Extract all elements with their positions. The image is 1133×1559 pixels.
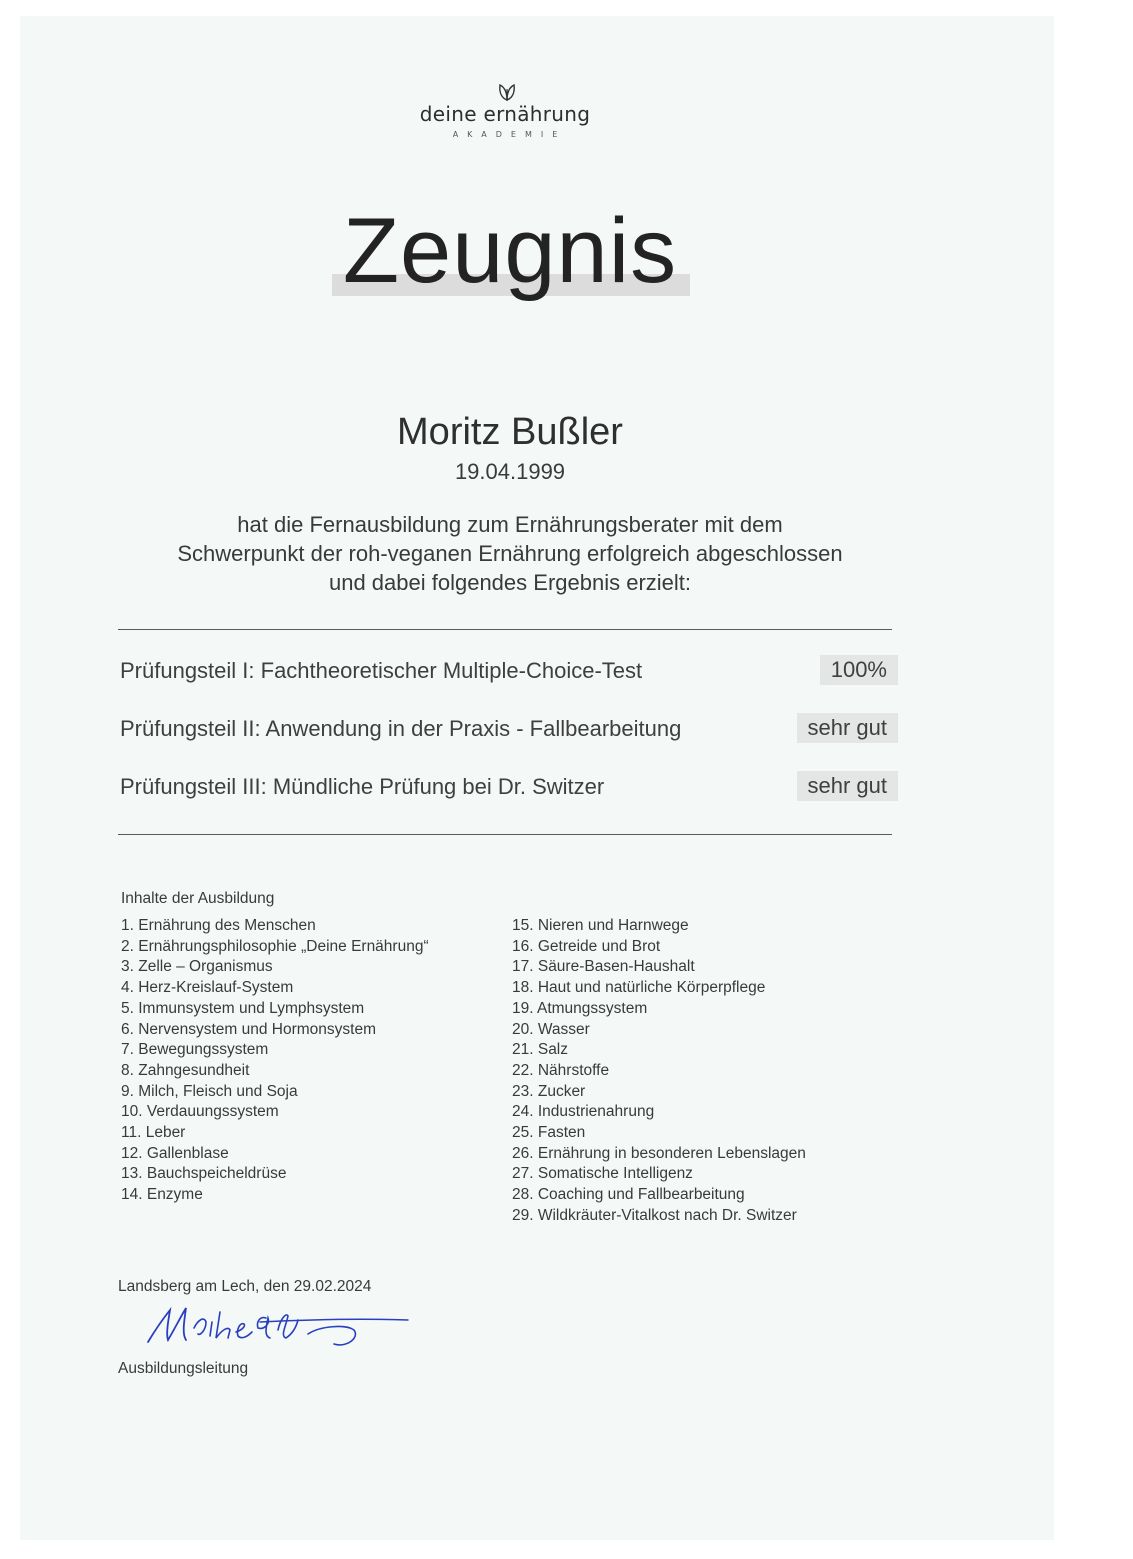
exam-result: 100% (820, 655, 898, 685)
list-item: 3. Zelle – Organismus (121, 958, 273, 976)
list-item: 9. Milch, Fleisch und Soja (121, 1082, 298, 1100)
list-item: 25. Fasten (512, 1124, 586, 1142)
exam-label: Prüfungsteil III: Mündliche Prüfung bei Dr. Switzer (120, 774, 605, 799)
exam-label: Prüfungsteil I: Fachtheoretischer Multiple-Choice-Test (120, 658, 643, 683)
leaf-sprout-icon (496, 82, 518, 102)
list-item: 27. Somatische Intelligenz (512, 1165, 693, 1183)
exam-label: Prüfungsteil II: Anwendung in der Praxis - Fallbearbeitung (120, 716, 682, 741)
logo-wordmark: deine ernährung (419, 102, 591, 126)
list-item: 28. Coaching und Fallbearbeitung (512, 1186, 745, 1204)
list-item: 24. Industrienahrung (512, 1103, 655, 1121)
list-item: 2. Ernährungsphilosophie „Deine Ernährung“ (121, 937, 429, 955)
list-item: 21. Salz (512, 1041, 569, 1059)
exam-result: sehr gut (797, 713, 899, 743)
list-item: 14. Enzyme (121, 1186, 203, 1204)
logo-subtitle: AKADEMIE (452, 130, 567, 139)
exam-row (120, 712, 898, 746)
list-item: 23. Zucker (512, 1082, 586, 1100)
list-item: 10. Verdauungssystem (121, 1103, 279, 1121)
divider-bottom (118, 834, 892, 835)
contents-heading: Inhalte der Ausbildung (121, 890, 275, 907)
list-item: 26. Ernährung in besonderen Lebenslagen (512, 1144, 806, 1162)
list-item: 12. Gallenblase (121, 1144, 229, 1162)
list-item: 18. Haut und natürliche Körperpflege (512, 979, 766, 997)
intro-line: Schwerpunkt der roh-veganen Ernährung erfolgreich abgeschlossen (177, 541, 843, 566)
signatory-role: Ausbildungsleitung (118, 1360, 249, 1377)
page-title: Zeugnis (342, 200, 678, 302)
divider-top (118, 629, 892, 630)
recipient-birthdate: 19.04.1999 (454, 459, 566, 484)
intro-text (120, 510, 900, 597)
exam-result: sehr gut (797, 771, 899, 801)
contents-list-left (121, 916, 429, 1206)
list-item: 11. Leber (121, 1124, 186, 1142)
exam-row (120, 770, 898, 804)
list-item: 17. Säure-Basen-Haushalt (512, 958, 695, 976)
intro-line: und dabei folgendes Ergebnis erzielt: (328, 570, 692, 595)
list-item: 22. Nährstoffe (512, 1061, 610, 1079)
list-item: 13. Bauchspeicheldrüse (121, 1165, 287, 1183)
recipient-name: Moritz Bußler (397, 411, 623, 453)
intro-line: hat die Fernausbildung zum Ernährungsberater mit dem (237, 512, 783, 537)
contents-list-right (512, 916, 806, 1227)
list-item: 5. Immunsystem und Lymphsystem (121, 999, 365, 1017)
list-item: 16. Getreide und Brot (512, 937, 661, 955)
handwritten-signature (140, 1300, 420, 1360)
list-item: 8. Zahngesundheit (121, 1061, 250, 1079)
list-item: 6. Nervensystem und Hormonsystem (121, 1020, 376, 1038)
list-item: 19. Atmungssystem (512, 999, 648, 1017)
list-item: 15. Nieren und Harnwege (512, 917, 689, 934)
list-item: 4. Herz-Kreislauf-System (121, 979, 294, 997)
place-date: Landsberg am Lech, den 29.02.2024 (118, 1278, 372, 1295)
exam-row (120, 654, 898, 688)
list-item: 1. Ernährung des Menschen (121, 917, 316, 934)
list-item: 29. Wildkräuter-Vitalkost nach Dr. Switzer (512, 1206, 797, 1224)
list-item: 7. Bewegungssystem (121, 1041, 269, 1059)
list-item: 20. Wasser (512, 1020, 590, 1038)
